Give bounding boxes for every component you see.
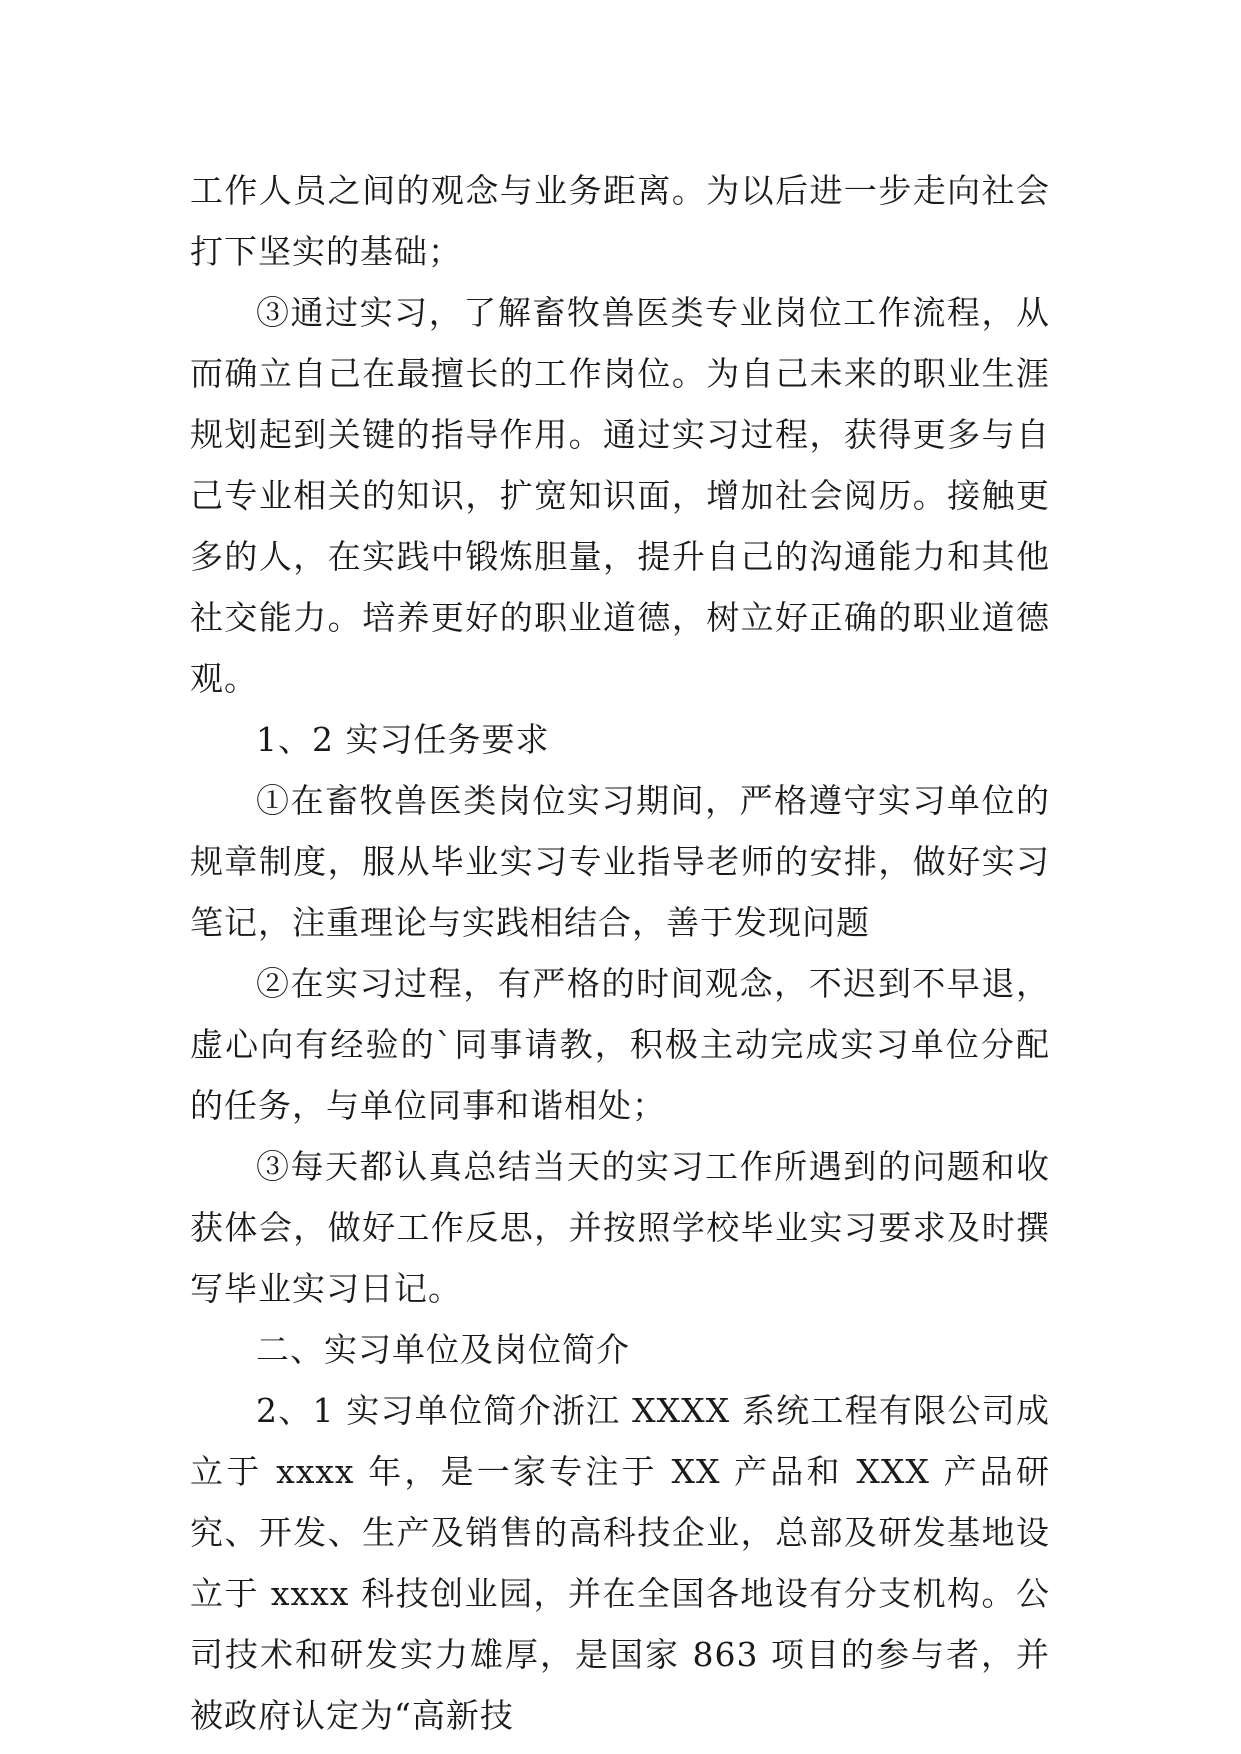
paragraph-internship-purpose-3: ③通过实习，了解畜牧兽医类专业岗位工作流程，从而确立自己在最擅长的工作岗位。为自己未来的职业生涯规划起到关键的指导作用。通过实习过程，获得更多与自己专业相关的知识，扩宽知识面，增加社会阅历。接触更多的人，在实践中锻炼胆量，提升自己的沟通能力和其他社交能力。培养更好的职业道德，树立好正确的职业道德观。	[190, 293, 1050, 698]
paragraph-requirement-1: ①在畜牧兽医类岗位实习期间，严格遵守实习单位的规章制度，服从毕业实习专业指导老师的安排，做好实习笔记，注重理论与实践相结合，善于发现问题	[190, 781, 1050, 942]
paragraph-requirement-3: ③每天都认真总结当天的实习工作所遇到的问题和收获体会，做好工作反思，并按照学校毕业实习要求及时撰写毕业实习日记。	[190, 1147, 1050, 1308]
paragraph-company-intro: 2、1 实习单位简介浙江 XXXX 系统工程有限公司成立于 xxxx 年，是一家专注于 XX 产品和 XXX 产品研究、开发、生产及销售的高科技企业，总部及研发基地设立于 xxxx 科技创业园，并在全国各地设有分支机构。公司技术和研发实力雄厚，是国家 863 项目的参与者，并被政府认定为“高新技	[190, 1391, 1050, 1735]
section-heading-unit-intro: 二、实习单位及岗位简介	[256, 1330, 630, 1369]
paragraph-continuation: 工作人员之间的观念与业务距离。为以后进一步走向社会打下坚实的基础；	[190, 171, 1050, 271]
paragraph-requirement-2: ②在实习过程，有严格的时间观念，不迟到不早退，虚心向有经验的`同事请教，积极主动完成实习单位分配的任务，与单位同事和谐相处；	[190, 964, 1050, 1125]
document-body	[190, 160, 1050, 1746]
section-heading-task-requirements: 1、2 实习任务要求	[256, 720, 550, 759]
